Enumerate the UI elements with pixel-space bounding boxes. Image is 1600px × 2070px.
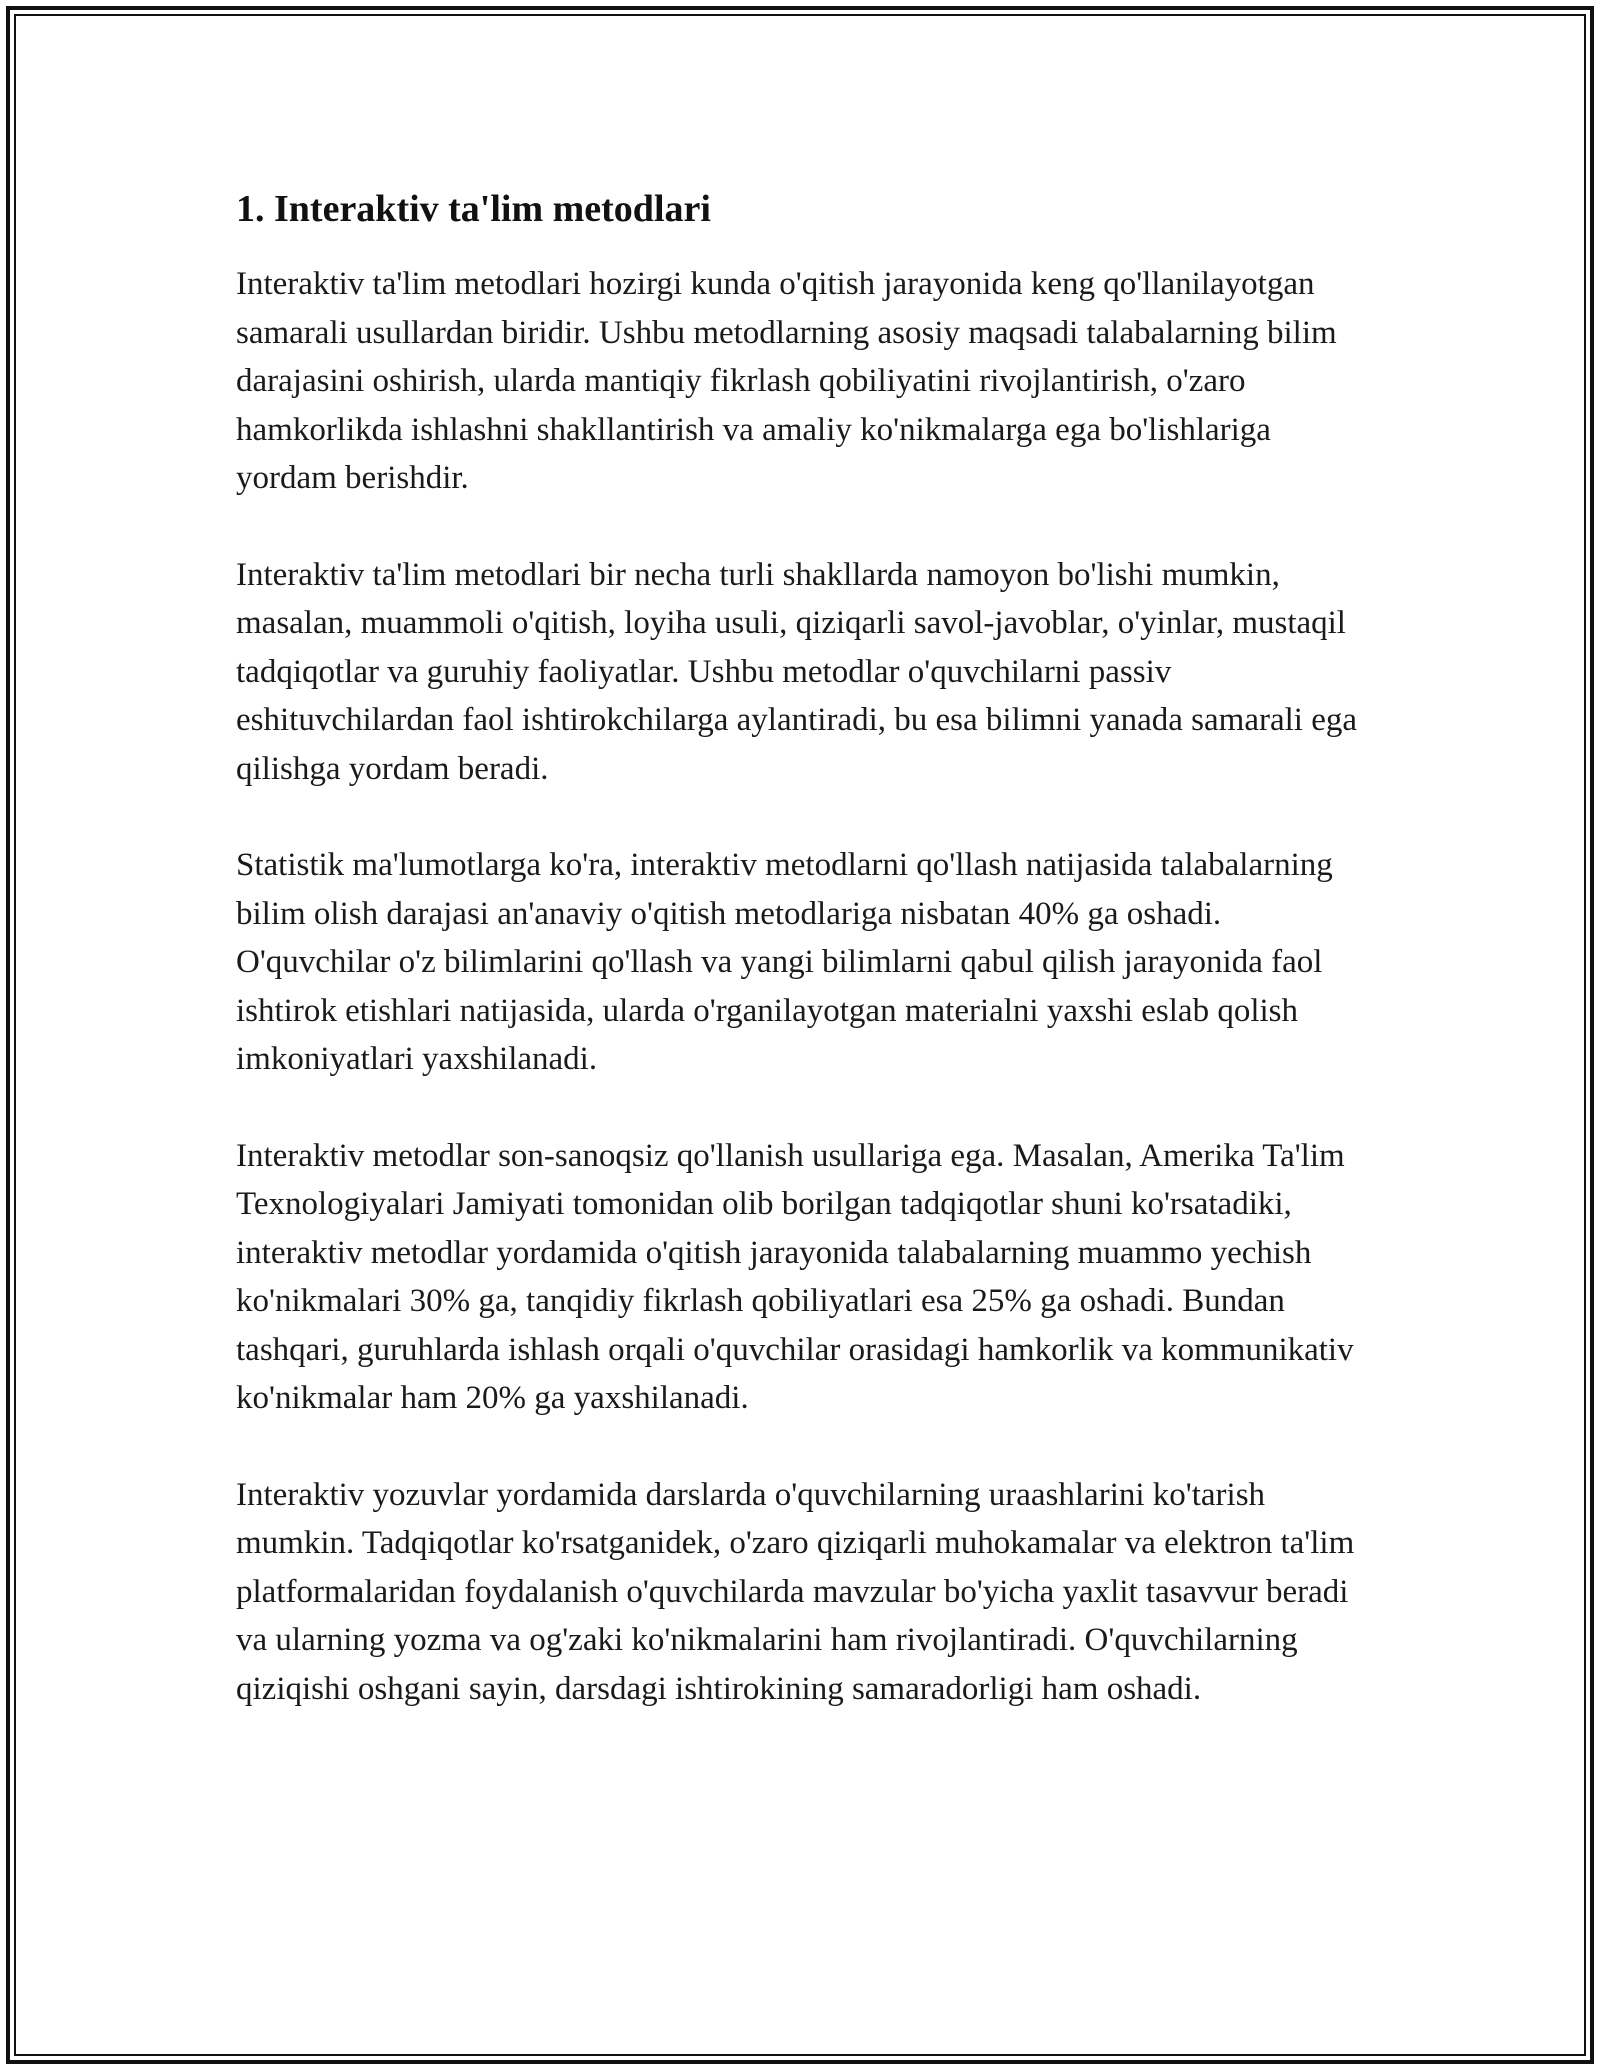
paragraph-intro: Interaktiv ta'lim metodlari hozirgi kunda o'qitish jarayonida keng qo'llanilayotgan samarali usullardan biridir. Ushbu metodlarning asosiy maqsadi talabalarning bilim darajasini oshirish, ularda mantiqiy fikrlash qobiliyatini rivojlantirish, o'zaro hamkorlikda ishlashni shakllantirish va amaliy ko'nikmalarga ega bo'lishlariga yordam berishdir. [236, 266, 1337, 496]
paragraph-statistics: Statistik ma'lumotlarga ko'ra, interaktiv metodlarni qo'llash natijasida talabalarning bilim olish darajasi an'anaviy o'qitish metodlariga nisbatan 40% ga oshadi. O'quvchilar o'z bilimlarini qo'llash va yangi bilimlarni qabul qilish jarayonida faol ishtirok etishlari natijasida, ularda o'rganilayotgan materialni yaxshi eslab qolish imkoniyatlari yaxshilanadi. [236, 847, 1333, 1077]
paragraph-forms: Interaktiv ta'lim metodlari bir necha turli shakllarda namoyon bo'lishi mumkin, masalan, muammoli o'qitish, loyiha usuli, qiziqarli savol-javoblar, o'yinlar, mustaqil tadqiqotlar va guruhiy faoliyatlar. Ushbu metodlar o'quvchilarni passiv eshituvchilardan faol ishtirokchilarga aylantiradi, bu esa bilimni yanada samarali ega qilishga yordam beradi. [236, 556, 1358, 787]
document-body [236, 186, 1376, 1761]
section-title: 1. Interaktiv ta'lim metodlari [236, 188, 711, 230]
paragraph-research: Interaktiv metodlar son-sanoqsiz qo'llanish usullariga ega. Masalan, Amerika Ta'lim Texnologiyalari Jamiyati tomonidan olib borilgan tadqiqotlar shuni ko'rsatadiki, interaktiv metodlar yordamida o'qitish jarayonida talabalarning muammo yechish ko'nikmalari 30% ga, tanqidiy fikrlash qobiliyatlari esa 25% ga oshadi. Bundan tashqari, guruhlarda ishlash orqali o'quvchilar orasidagi hamkorlik va kommunikativ ko'nikmalar ham 20% ga yaxshilanadi. [236, 1137, 1354, 1416]
paragraph-interactive-writing: Interaktiv yozuvlar yordamida darslarda o'quvchilarning uraashlarini ko'tarish mumkin. Tadqiqotlar ko'rsatganidek, o'zaro qiziqarli muhokamalar va elektron ta'lim platformalaridan foydalanish o'quvchilarda mavzular bo'yicha yaxlit tasavvur beradi va ularning yozma va og'zaki ko'nikmalarini ham rivojlantiradi. O'quvchilarning qiziqishi oshgani sayin, darsdagi ishtirokining samaradorligi ham oshadi. [236, 1476, 1355, 1707]
